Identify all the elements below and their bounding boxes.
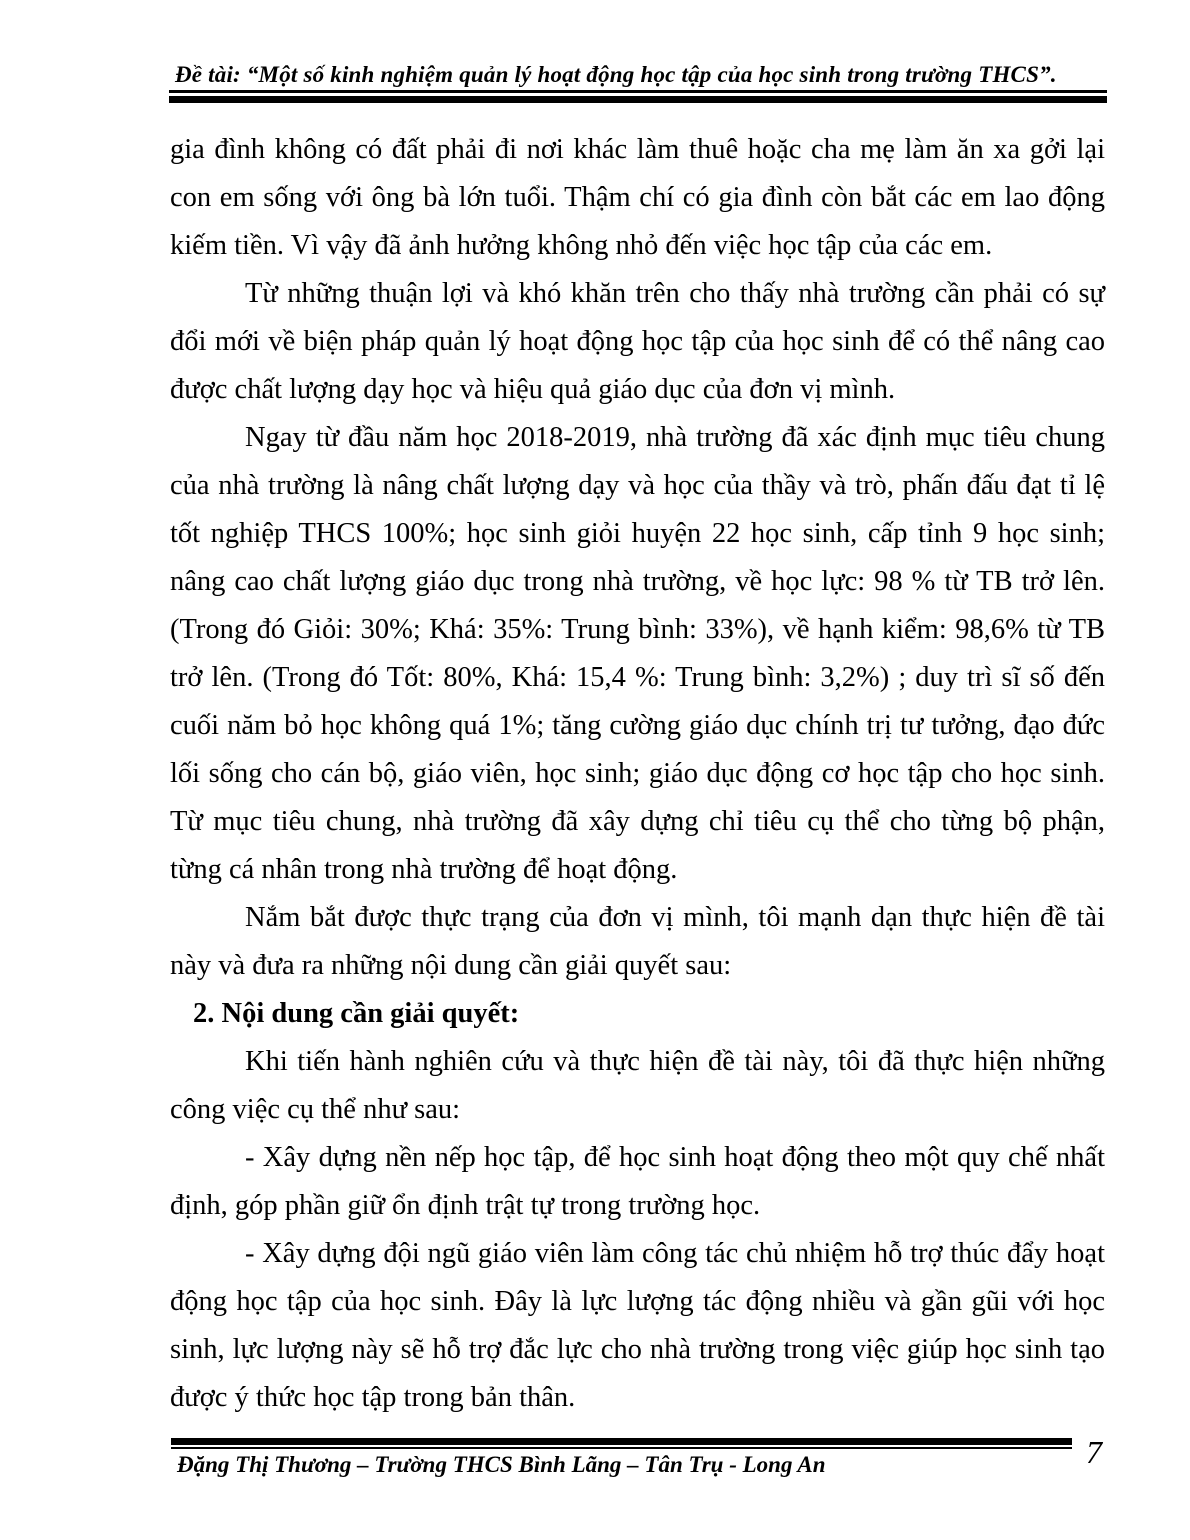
footer-author-line: Đặng Thị Thương – Trường THCS Bình Lãng – Tân Trụ - Long An — [177, 1452, 826, 1477]
paragraph: Khi tiến hành nghiên cứu và thực hiện đề tài này, tôi đã thực hiện những công việc cụ thể như sau: — [170, 1046, 1105, 1125]
section-heading: 2. Nội dung cần giải quyết: — [193, 998, 520, 1029]
paragraph: gia đình không có đất phải đi nơi khác làm thuê hoặc cha mẹ làm ăn xa gởi lại con em sống với ông bà lớn tuổi. Thậm chí có gia đình còn bắt các em lao động kiếm tiền. Vì vậy đã ảnh hưởng không nhỏ đến việc học tập của các em. — [170, 134, 1105, 261]
paragraph: Từ những thuận lợi và khó khăn trên cho thấy nhà trường cần phải có sự đổi mới về biện pháp quản lý hoạt động học tập của học sinh để có thể nâng cao được chất lượng dạy học và hiệu quả giáo dục của đơn vị mình. — [170, 278, 1105, 405]
paragraph: Nắm bắt được thực trạng của đơn vị mình, tôi mạnh dạn thực hiện đề tài này và đưa ra những nội dung cần giải quyết sau: — [170, 902, 1105, 981]
header-title: Đề tài: “Một số kinh nghiệm quản lý hoạt động học tập của học sinh trong trường THCS”. — [175, 62, 1057, 87]
page-number: 7 — [1086, 1434, 1102, 1470]
header-rule-thin-line — [169, 90, 1107, 93]
paragraph: Ngay từ đầu năm học 2018-2019, nhà trường đã xác định mục tiêu chung của nhà trường là nâng chất lượng dạy và học của thầy và trò, phấn đấu đạt tỉ lệ tốt nghiệp THCS 100%; học sinh giỏi huyện 22 học sinh, cấp tỉnh 9 học sinh; nâng cao chất lượng giáo dục trong nhà trường, về học lực: 98 % từ TB trở lên. (Trong đó Giỏi: 30%; Khá: 35%: Trung bình: 33%), về hạnh kiểm: 98,6% từ TB trở lên. (Trong đó Tốt: 80%, Khá: 15,4 %: Trung bình: 3,2%) ; duy trì sĩ số đến cuối năm bỏ học không quá 1%; tăng cường giáo dục chính trị tư tưởng, đạo đức lối sống cho cán bộ, giáo viên, học sinh; giáo dục động cơ học tập cho học sinh. Từ mục tiêu chung, nhà trường đã xây dựng chỉ tiêu cụ thể cho từng bộ phận, từng cá nhân trong nhà trường để hoạt động. — [170, 422, 1105, 885]
footer-rule-thin-line — [171, 1447, 1072, 1449]
footer-rule — [171, 1438, 1072, 1449]
document-body — [170, 126, 1105, 1422]
header-rule — [169, 90, 1107, 103]
paragraph: - Xây dựng đội ngũ giáo viên làm công tác chủ nhiệm hỗ trợ thúc đẩy hoạt động học tập của học sinh. Đây là lực lượng tác động nhiều và gần gũi với học sinh, lực lượng này sẽ hỗ trợ đắc lực cho nhà trường trong việc giúp học sinh tạo được ý thức học tập trong bản thân. — [170, 1238, 1105, 1413]
header-rule-thick-line — [169, 96, 1107, 103]
footer-rule-thick-line — [171, 1438, 1072, 1445]
paragraph: - Xây dựng nền nếp học tập, để học sinh hoạt động theo một quy chế nhất định, góp phần giữ ổn định trật tự trong trường học. — [170, 1142, 1105, 1221]
